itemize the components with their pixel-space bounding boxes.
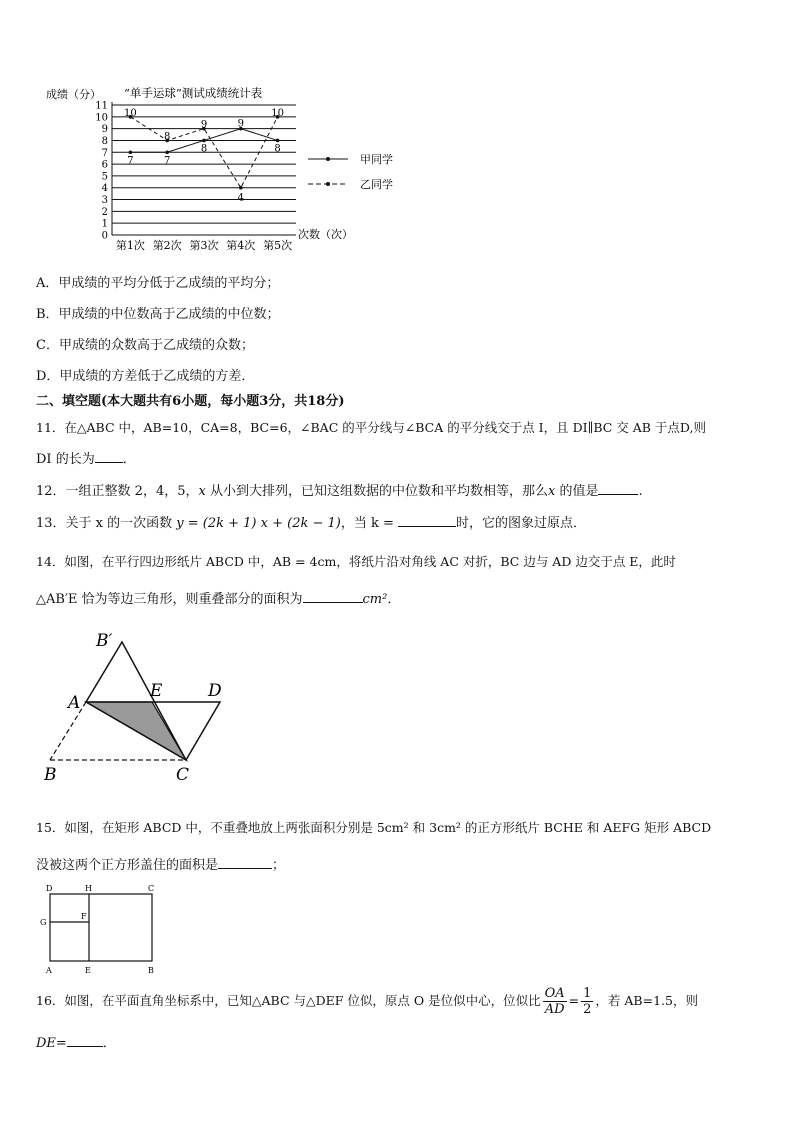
x-tick-label: 第2次 [152,239,182,252]
q15-text: 没被这两个正方形盖住的面积是 [36,858,219,873]
q16-line1 [36,986,698,1017]
q16-text: DE= [36,1036,67,1051]
frac-numerator: OA [544,986,565,1001]
legend-marker-solid [326,157,330,161]
legend-label-yi: 乙同学 [360,178,393,191]
data-label: 8 [200,143,208,155]
q11-line1: 11．在△ABC 中，AB=10，CA=8，BC=6，∠BAC 的平分线与∠BCA 的平分线交于点 I，且 DI∥BC 交 AB 于点D,则 [36,420,706,435]
q13-part-c: ，当 k = [340,516,399,531]
q12 [36,480,643,499]
chart-x-title: 次数（次） [298,228,353,241]
q15-end: ； [272,858,286,873]
y-tick-label: 6 [101,159,108,171]
label-e: E [150,681,163,701]
q16-fraction-half [581,986,593,1017]
q12-part-e: 的值是 [555,484,599,499]
data-label: 8 [164,131,171,143]
q13-function: y = (2k + 1) x + (2k − 1) [176,516,341,531]
q16-answer-blank[interactable] [67,1034,103,1047]
option-d: D．甲成绩的方差低于乙成绩的方差． [36,369,255,384]
q11-text: DI 的长为 [36,452,95,467]
y-tick-label: 11 [95,100,108,112]
data-label: 4 [237,192,244,204]
chart-y-tick-labels [95,101,108,242]
q16-line2 [36,1032,116,1051]
label-g: G [40,918,47,927]
x-tick-label: 第5次 [263,239,293,252]
data-point [129,150,133,154]
score-line-chart [40,80,420,260]
frac-denominator: 2 [583,1002,592,1017]
q14-line2 [36,588,400,607]
x-tick-label: 第4次 [226,239,256,252]
chart-title: “单手运球”测试成绩统计表 [124,86,263,100]
q14-line1: 14．如图，在平行四边形纸片 ABCD 中，AB = 4cm，将纸片沿对角线 AC 对折，BC 边与 AD 边交于点 E，此时 [36,554,676,569]
legend-marker-dashed [326,182,330,186]
q16-end: ． [102,1036,116,1051]
q16-equals: = [568,993,580,1008]
q12-var-x: x [198,484,206,499]
q14-text: △AB′E 恰为等边三角形，则重叠部分的面积为 [36,592,303,607]
y-tick-label: 8 [101,135,108,147]
data-label: 9 [200,119,208,131]
data-label: 8 [274,143,281,155]
q16-part-a: 16．如图，在平面直角坐标系中，已知△ABC 与△DEF 位似，原点 O 是位似中心，位似比 [36,993,541,1008]
q12-var-x2: x [547,484,556,499]
chart-legend [308,153,393,191]
legend-label-jia: 甲同学 [360,153,393,166]
option-a: A．甲成绩的平均分低于乙成绩的平均分； [36,276,280,291]
q12-answer-blank[interactable] [598,482,638,495]
q15-answer-blank[interactable] [218,856,272,869]
y-tick-label: 0 [101,230,108,242]
q11-end: ． [122,452,136,467]
chart-data-labels [124,108,284,204]
label-e: E [85,966,91,975]
q13 [36,512,586,531]
q16-fraction-oa-ad [543,986,567,1017]
label-c: C [148,884,155,893]
label-f: F [81,912,87,921]
q13-answer-blank[interactable] [398,514,456,527]
y-tick-label: 5 [101,171,108,183]
label-b-prime: B′ [96,631,113,651]
q14-answer-blank[interactable] [303,590,363,603]
data-point [202,139,206,143]
q12-part-c: 从小到大排列，已知这组数据的中位数和平均数相等，那么 [205,484,548,499]
chart-x-tick-labels [116,238,292,252]
data-label: 7 [127,155,134,167]
frac-numerator: 1 [583,986,592,1001]
rectangle-squares-figure [36,880,166,980]
q13-part-a: 13．关于 x 的一次函数 [36,516,177,531]
q11-line2 [36,448,136,467]
y-tick-label: 4 [101,183,108,195]
y-tick-label: 10 [95,112,108,124]
q16-part-b: ，若 AB=1.5，则 [595,993,698,1008]
option-c: C．甲成绩的众数高于乙成绩的众数； [36,338,254,353]
section-2-title: 二、填空题(本大题共有6小题，每小题3分，共18分) [36,394,345,409]
y-tick-label: 1 [101,218,108,230]
parallelogram-figure [30,620,240,790]
y-tick-label: 9 [101,124,108,136]
y-tick-label: 2 [101,206,108,218]
label-d: D [46,884,53,893]
data-point [276,139,280,143]
q15-line1: 15．如图，在矩形 ABCD 中，不重叠地放上两张面积分别是 5cm² 和 3cm² 的正方形纸片 BCHE 和 AEFG 矩形 ABCD [36,820,712,835]
label-b: B [148,966,154,975]
x-tick-label: 第3次 [189,239,219,252]
frac-denominator: AD [544,1002,565,1017]
q14-end: ． [387,592,401,607]
label-c: C [176,765,190,785]
q14-unit: cm² [362,592,388,607]
data-label: 10 [124,107,137,119]
rect-abcd [50,894,152,961]
data-label: 7 [164,155,171,167]
label-a: A [46,966,52,975]
label-a: A [68,693,81,713]
chart-y-title: 成绩（分） [46,88,101,101]
x-tick-label: 第1次 [115,239,145,252]
data-label: 9 [237,118,244,130]
y-tick-label: 3 [101,195,108,207]
q12-part-a: 12．一组正整数 2，4，5， [36,484,199,499]
q15-line2 [36,854,285,873]
q12-end: . [638,484,643,499]
label-b: B [44,765,57,785]
q11-answer-blank[interactable] [95,450,123,463]
y-tick-label: 7 [101,147,108,159]
data-label: 10 [271,107,284,119]
data-point [165,150,169,154]
label-h: H [85,884,92,893]
data-point [239,186,243,190]
q13-part-d: 时，它的图象过原点． [456,516,587,531]
label-d: D [208,681,222,701]
option-b: B．甲成绩的中位数高于乙成绩的中位数； [36,307,280,322]
